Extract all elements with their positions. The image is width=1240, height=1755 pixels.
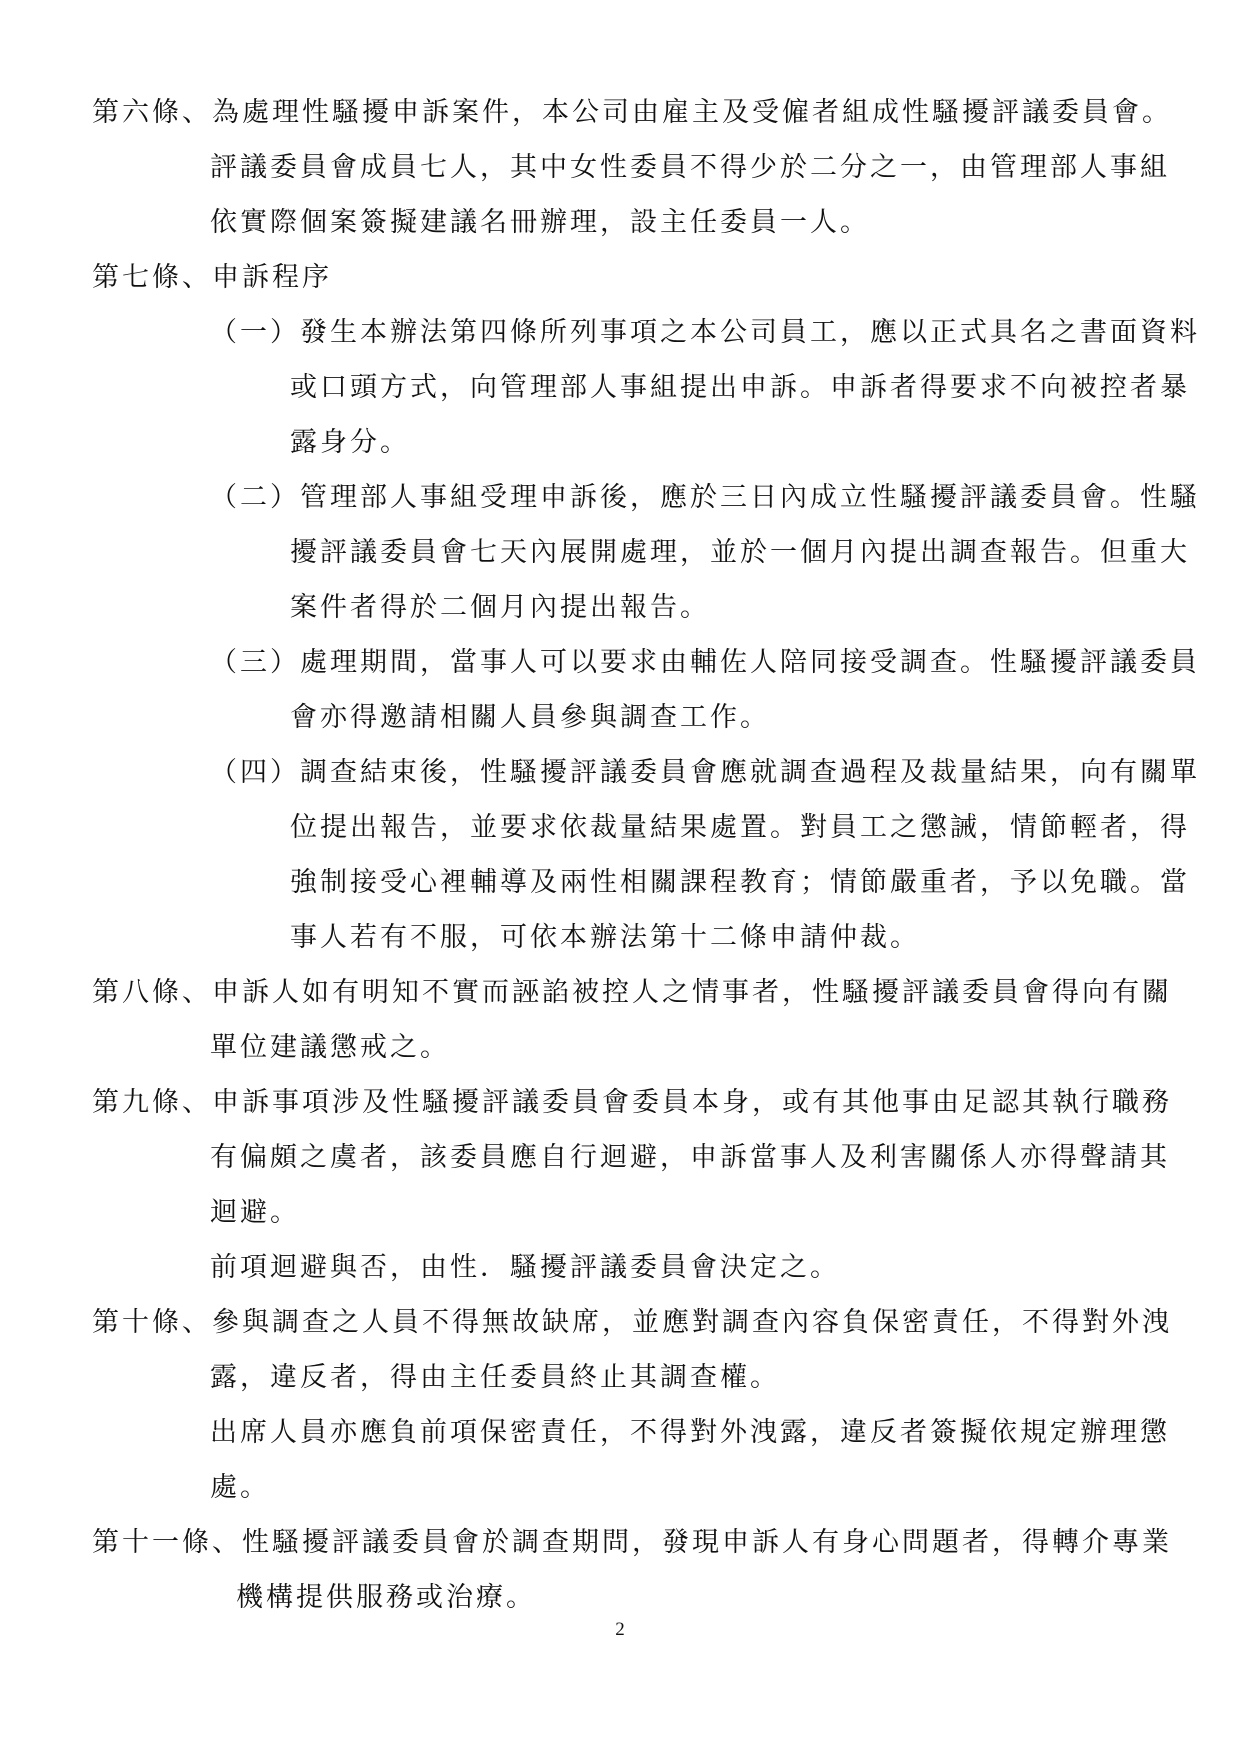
article-10-line: 處。 bbox=[210, 1472, 270, 1503]
article-7-item-4-line: 強制接受心裡輔導及兩性相關課程教育；情節嚴重者，予以免職。當 bbox=[290, 867, 1190, 898]
article-9-line: 有偏頗之虞者，該委員應自行迴避，申訴當事人及利害關係人亦得聲請其 bbox=[210, 1142, 1170, 1173]
article-9-line: 迴避。 bbox=[210, 1197, 300, 1228]
article-7-item-2-line: 案件者得於二個月內提出報告。 bbox=[290, 592, 710, 623]
article-6-heading-line: 第六條、為處理性騷擾申訴案件，本公司由雇主及受僱者組成性騷擾評議委員會。 bbox=[92, 97, 1172, 128]
page-number: 2 bbox=[615, 1619, 625, 1640]
article-7-item-2-line: 擾評議委員會七天內展開處理，並於一個月內提出調查報告。但重大 bbox=[290, 537, 1190, 568]
article-10-line: 露，違反者，得由主任委員終止其調查權。 bbox=[210, 1362, 780, 1393]
article-8-line: 單位建議懲戒之。 bbox=[210, 1032, 450, 1063]
article-11-line: 機構提供服務或治療。 bbox=[236, 1582, 536, 1613]
article-11-heading-line: 第十一條、性騷擾評議委員會於調查期問，發現申訴人有身心問題者，得轉介專業 bbox=[92, 1527, 1172, 1558]
article-9-line: 前項迴避與否，由性．騷擾評議委員會決定之。 bbox=[210, 1252, 840, 1283]
article-7-item-4-line: （四）調查結束後，性騷擾評議委員會應就調查過程及裁量結果，向有關單 bbox=[210, 757, 1200, 788]
article-9-heading-line: 第九條、申訴事項涉及性騷擾評議委員會委員本身，或有其他事由足認其執行職務 bbox=[92, 1087, 1172, 1118]
article-10-line: 出席人員亦應負前項保密責任，不得對外洩露，違反者簽擬依規定辦理懲 bbox=[210, 1417, 1170, 1448]
article-7-item-2-line: （二）管理部人事組受理申訴後，應於三日內成立性騷擾評議委員會。性騷 bbox=[210, 482, 1200, 513]
article-7-heading-line: 第七條、申訴程序 bbox=[92, 262, 332, 293]
article-7-item-1-line: 露身分。 bbox=[290, 427, 410, 458]
article-6-line: 依實際個案簽擬建議名冊辦理，設主任委員一人。 bbox=[210, 207, 870, 238]
article-7-item-4-line: 事人若有不服，可依本辦法第十二條申請仲裁。 bbox=[290, 922, 920, 953]
article-10-heading-line: 第十條、參與調查之人員不得無故缺席，並應對調查內容負保密責任，不得對外洩 bbox=[92, 1307, 1172, 1338]
article-8-heading-line: 第八條、申訴人如有明知不實而誣諂被控人之情事者，性騷擾評議委員會得向有關 bbox=[92, 977, 1172, 1008]
article-7-item-3-line: （三）處理期間，當事人可以要求由輔佐人陪同接受調查。性騷擾評議委員 bbox=[210, 647, 1200, 678]
article-7-item-3-line: 會亦得邀請相關人員參與調查工作。 bbox=[290, 702, 770, 733]
article-6-line: 評議委員會成員七人，其中女性委員不得少於二分之一，由管理部人事組 bbox=[210, 152, 1170, 183]
article-7-item-1-line: （一）發生本辦法第四條所列事項之本公司員工，應以正式具名之書面資料 bbox=[210, 317, 1200, 348]
article-7-item-4-line: 位提出報告，並要求依裁量結果處置。對員工之懲誡，情節輕者，得 bbox=[290, 812, 1190, 843]
article-7-item-1-line: 或口頭方式，向管理部人事組提出申訴。申訴者得要求不向被控者暴 bbox=[290, 372, 1190, 403]
